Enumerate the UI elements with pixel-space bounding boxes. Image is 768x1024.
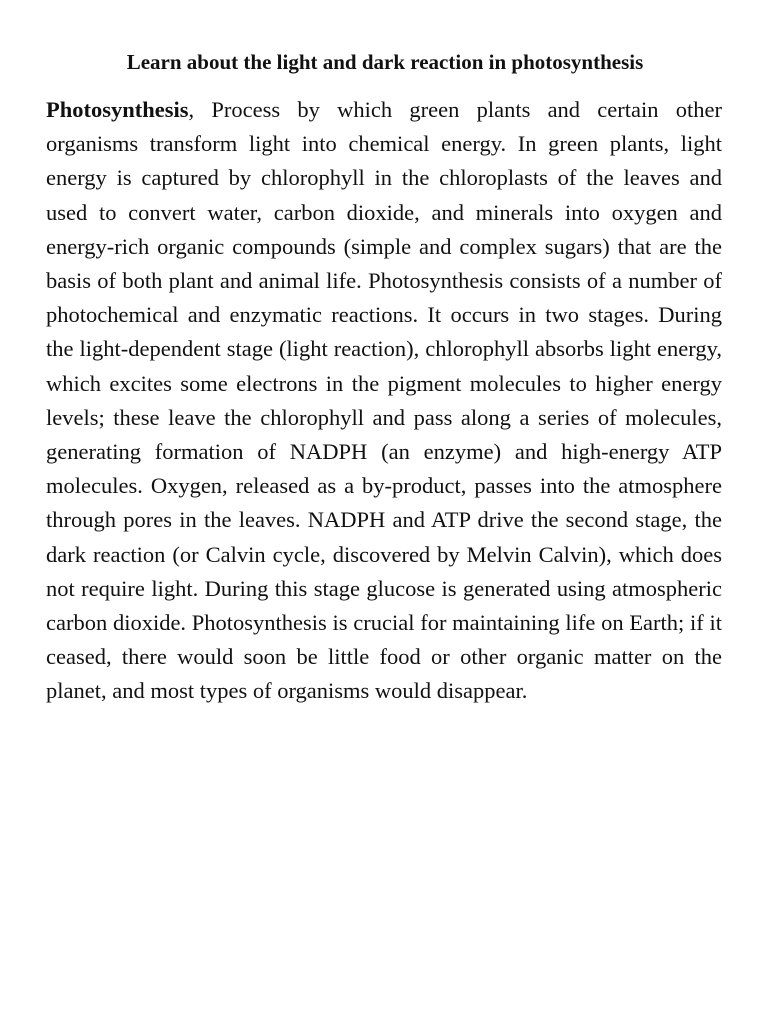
page-title: Learn about the light and dark reaction in photosynthesis	[126, 50, 644, 74]
lead-term: Photosynthesis	[46, 97, 189, 122]
paragraph-text: , Process by which green plants and certain other organisms transform light into chemical energy. In green plants, light energy is captured by chlorophyll in the chloroplasts of the leaves and used to convert water, carbon dioxide, and minerals into oxygen and energy-rich organic compounds (simple and complex sugars) that are the basis of both plant and animal life. Photosynthesis consists of a number of photochemical and enzymatic reactions. It occurs in two stages. During the light-dependent stage (light reaction), chlorophyll absorbs light energy, which excites some electrons in the pigment molecules to higher energy levels; these leave the chlorophyll and pass along a series of molecules, generating formation of NADPH (an enzyme) and high-energy ATP molecules. Oxygen, released as a by-product, passes into the atmosphere through pores in the leaves. NADPH and ATP drive the second stage, the dark reaction (or Calvin cycle, discovered by Melvin Calvin), which does not require light. During this stage glucose is generated using atmospheric carbon dioxide. Photosynthesis is crucial for maintaining life on Earth; if it ceased, there would soon be little food or other organic matter on the planet, and most types of organisms would disappear.	[46, 97, 722, 704]
body-paragraph	[46, 93, 722, 709]
